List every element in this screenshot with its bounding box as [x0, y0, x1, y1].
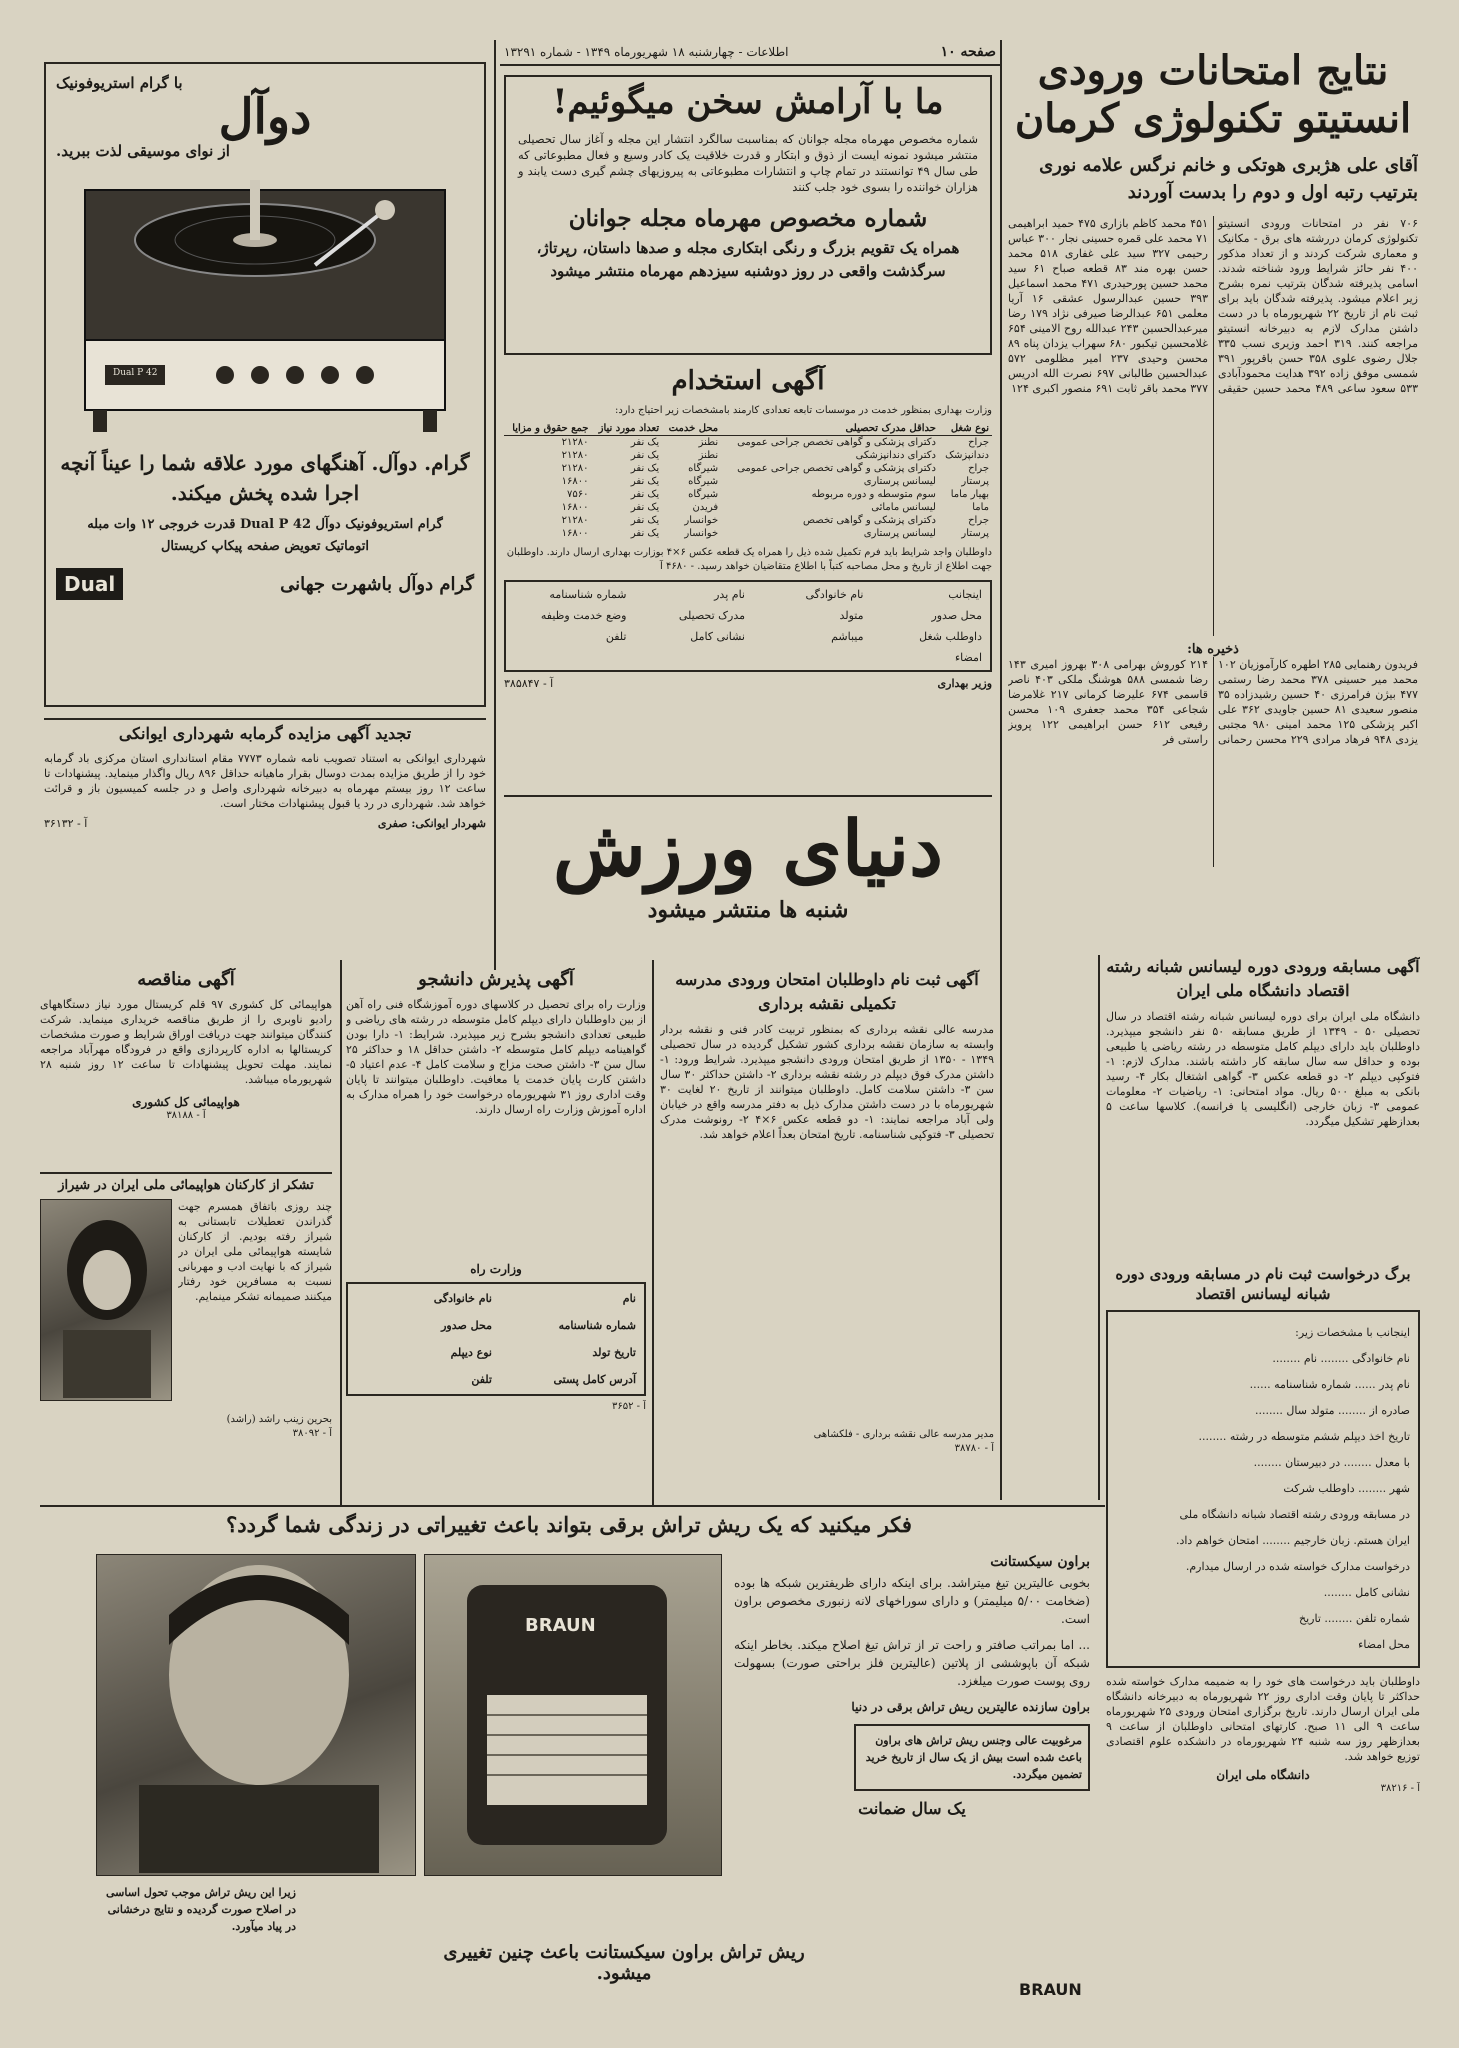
form-line: تاریخ اخذ دیپلم ششم متوسطه در رشته ........ [1198, 1430, 1410, 1443]
man-portrait-icon [99, 1555, 415, 1873]
form-field: نام خانوادگی [805, 587, 864, 601]
sports-ad [504, 795, 992, 955]
thanks-title: تشکر از کارکنان هواپیمائی ملی ایران در شیراز [58, 1178, 314, 1193]
economics-form-title: برگ درخواست ثبت نام در مسابقه ورودی دوره شبانه لیسانس اقتصاد [1115, 1265, 1411, 1303]
table-row: بهیار ماما سوم متوسطه و دوره مربوطه شیرگاه یک نفر ۷۵۶۰ [566, 488, 989, 500]
employment-code: آ - ۳۸۵۸۴۷ [504, 676, 554, 690]
dual-footer [56, 568, 474, 600]
braun-copy-column [734, 1554, 1090, 1994]
form-field: محل صدور [931, 608, 982, 622]
braun-headline: فکر میکنید که یک ریش تراش برقی بتواند باعث تغییراتی در زندگی شما گردد؟ [226, 1512, 912, 1537]
form-line: در مسابقه ورودی رشته اقتصاد شبانه دانشگاه ملی [1179, 1508, 1410, 1521]
form-line: شهر ........ داوطلب شرکت [1283, 1482, 1410, 1495]
economics-signature: دانشگاه ملی ایران [1216, 1768, 1310, 1782]
braun-ad [44, 1512, 1094, 2004]
economics-ad [1106, 955, 1420, 2005]
form-line: با معدل ........ در دبیرستان ........ [1253, 1456, 1410, 1469]
form-line: اینجانب با مشخصات زیر: [1295, 1326, 1410, 1339]
employment-footer [504, 677, 992, 690]
braun-copy-1: بخوبی عالیترین تیغ میتراشد. برای اینکه دارای ظریفترین شبکه ها بوده (ضخامت ۵/۰۰ میلیمتر) و دارای سوراخهای لانه زنبوری مخصوص براون است. [734, 1576, 1090, 1626]
economics-title: آگهی مسابقه ورودی دوره لیسانس شبانه رشته اقتصاد دانشگاه ملی ایران [1106, 957, 1420, 1000]
economics-footer: داوطلبان باید درخواست های خود را به ضمیمه مدارک خواسته شده حداکثر تا پایان وقت اداری روز ۲۲ شهریورماه به دبیرخانه دانشگاه ملی ایران ارسال دارند. تاریخ برگزاری امتحان ورودی ۲۵ شهریورماه ساعت ۹ الی ۱۱ صبح. کارتهای امتحانی داوطلبان از ساعت ۹ بعدازظهر روز سه شنبه ۲۴ شهریورماه در دانشکده علوم اقتصادی توزیع خواهد شد. [1106, 1675, 1420, 1763]
admission-title: آگهی پذیرش دانشجو [418, 969, 574, 990]
form-field: میباشم [831, 629, 864, 643]
thanks-ad [40, 1172, 332, 1502]
employment-note: داوطلبان واجد شرایط باید فرم تکمیل شده ذیل را همراه یک قطعه عکس ۶×۴ بوزارت بهداری ارسال دارند. داوطلبان جهت اطلاع از تاریخ و محل مصاحبه کتباً با اطلاع متقاضیان خواهد رسید. - ۴۶۸۰ آ [506, 546, 992, 572]
auction-body: شهرداری ایوانکی به استناد تصویب نامه شماره ۷۷۷۳ مقام استانداری استان مرکزی باد گرمابه خود را از طریق مزایده بمدت دوسال بقرار ماهیانه حداقل ۸۹۶ ریال واگذار مینماید. پیشنهادات تا ساعت ۱۲ روز بیستم مهرماه به دبیرخانه شهرداری واصل و در جلسه کمیسیون باز و قرائت خواهد شد. شهرداری در رد یا قبول پیشنهادات مختار است. [44, 751, 486, 810]
economics-form [1106, 1310, 1420, 1668]
cartography-signature: مدیر مدرسه عالی نقشه برداری - فلکشاهی [813, 1429, 994, 1440]
form-field: نشانی کامل [690, 629, 745, 643]
form-field: شماره شناسنامه [549, 587, 627, 601]
employment-table [504, 422, 992, 540]
col-header: محل خدمت [662, 422, 721, 436]
turntable-illustration [75, 170, 455, 440]
economics-body: دانشگاه ملی ایران برای دوره لیسانس شبانه رشته اقتصاد در سال تحصیلی ۵۰ - ۱۳۴۹ از طریق مسابقه ۵۰ نفر دانشجو میپذیرد. داوطلبان باید دارای دیپلم کامل متوسطه در رشته ریاضی یا طبیعی بوده و حداقل سه سال سابقه کار داشته باشند. مدارک لازم: ۱- فتوکپی دیپلم ۲- دو قطعه عکس ۳- گواهی اشتغال بکار ۴- رسید بانکی به مبلغ ۵۰۰ ریال. مواد امتحانی: ۱- ریاضیات ۲- معلومات عمومی ۳- زبان خارجی (انگلیسی یا فرانسه). کلاسها ساعت ۵ بعدازظهر تشکیل میگردد. [1106, 1010, 1420, 1128]
form-field: نام خانوادگی [433, 1292, 492, 1306]
form-field: تلفن [605, 629, 627, 643]
dual-bottom: گرام دوآل باشهرت جهانی [280, 573, 474, 595]
youth-headline: شماره مخصوص مهرماه مجله جوانان [568, 204, 928, 232]
woman-portrait-icon [43, 1200, 171, 1398]
reserve-label: ذخیره ها: [1187, 642, 1239, 657]
dual-logo: Dual [56, 568, 123, 600]
cartography-title: آگهی ثبت نام داوطلبان امتحان ورودی مدرسه تکمیلی نقشه برداری [675, 970, 979, 1013]
cartography-body: مدرسه عالی نقشه برداری که بمنظور تربیت کادر فنی و نقشه بردار وابسته به سازمان نقشه برداری کشور تشکیل گردیده در سال تحصیلی ۱۳۴۹ - ۱۳۵۰ از طریق امتحان ورودی دانشجو میپذیرد. شرایط ورود: ۱- داشتن مدرک فوق دیپلم در رشته نقشه برداری ۲- داشتن حداکثر ۳۰ سال سن ۳- داشتن سلامت کامل. داوطلبان میتوانند از تاریخ ۲۰ لغایت ۳۰ شهریورماه با در دست داشتن مدارک ذیل به دفتر مدرسه واقع در خیابان ولی آباد مراجعه نمایند: ۱- دو قطعه عکس ۶×۴ ۲- رونوشت مدرک تحصیلی ۳- فتوکپی شناسنامه. تاریخ امتحان بعداً اعلام خواهد شد. [660, 1023, 994, 1141]
table-row: جراح دکترای پزشکی و گواهی تخصص جراحی عمومی شیرگاه یک نفر ۲۱۲۸۰ [561, 462, 989, 474]
braun-warranty: یک سال ضمانت [858, 1799, 966, 1818]
braun-maker: براون سازنده عالیترین ریش تراش برقی در دنیا [851, 1700, 1090, 1714]
form-field: متولد [839, 608, 864, 622]
form-field: نوع دیپلم [450, 1346, 492, 1360]
admission-code: آ - ۳۶۵۲ [612, 1401, 646, 1413]
auction-footer [44, 817, 486, 830]
form-line: نام پدر ...... شماره شناسنامه ...... [1249, 1378, 1410, 1391]
economics-code: آ - ۳۸۲۱۶ [1380, 1783, 1420, 1794]
admission-signature: وزارت راه [470, 1262, 522, 1277]
form-field: مدرک تحصیلی [678, 608, 745, 622]
form-field: وضع خدمت وظیفه [540, 608, 627, 622]
student-admission-ad [346, 968, 646, 1498]
auction-code: آ - ۳۶۱۳۲ [44, 816, 88, 830]
form-field: نام [622, 1292, 636, 1306]
youth-title: ما با آرامش سخن میگوئیم! [552, 82, 944, 122]
shaver-photo [424, 1554, 722, 1876]
table-row: جراح دکترای پزشکی و گواهی تخصص خوانسار یک نفر ۲۱۲۸۰ [561, 514, 989, 526]
table-row: ماما لیسانس مامائی فریدن یک نفر ۱۶۸۰۰ [561, 501, 989, 513]
form-field: شماره شناسنامه [558, 1319, 636, 1333]
auction-signature: شهردار ایوانکی: صفری [377, 816, 486, 830]
form-field: آدرس کامل پستی [553, 1373, 636, 1387]
sports-title: دنیای ورزش [553, 804, 943, 893]
form-field: نام پدر [714, 587, 745, 601]
employment-title: آگهی استخدام [671, 366, 825, 396]
tender-code: آ - ۳۸۱۸۸ [166, 1110, 206, 1122]
form-line: نام خانوادگی ........ نام ........ [1272, 1352, 1410, 1365]
braun-logo: BRAUN [1019, 1980, 1082, 1999]
thanks-signature: بحرین زینب راشد (راشد) [226, 1414, 332, 1425]
dual-top: با گرام استریوفونیک [56, 74, 183, 92]
table-row: دندانپزشک دکترای دندانپزشکی نطنز یک نفر ۲۱۲۸۰ [561, 449, 989, 461]
form-field: امضاء [954, 650, 982, 664]
kerman-subtitle: آقای علی هژبری هوتکی و خانم نرگس علامه نوری بترتیب رتبه اول و دوم را بدست آوردند [1039, 155, 1418, 203]
form-field: محل صدور [441, 1319, 492, 1333]
table-row: جراح دکترای پزشکی و گواهی تخصص جراحی عمومی نطنز یک نفر ۲۱۲۸۰ [561, 436, 989, 448]
thanks-code: آ - ۳۸۰۹۲ [292, 1428, 332, 1439]
braun-popularity: مرغوبیت عالی وجنس ریش تراش های براون باعث شده است بیش از یک سال از تاریخ خرید تضمین میگردد. [854, 1724, 1090, 1791]
employment-intro: وزارت بهداری بمنظور خدمت در موسسات تابعه تعدادی کارمند بامشخصات زیر احتیاج دارد: [614, 404, 992, 416]
employment-ad [504, 365, 992, 785]
table-row: پرستار لیسانس پرستاری خوانسار یک نفر ۱۶۸۰۰ [561, 527, 989, 539]
youth-details: همراه یک تقویم بزرگ و رنگی ابتکاری مجله و صدها داستان، رپرتاژ، سرگذشت واقعی در روز دوشنبه سیزدهم مهرماه منتشر میشود [536, 239, 960, 281]
form-line: محل امضاء [1358, 1638, 1410, 1651]
dual-slogan: از نوای موسیقی لذت ببرید. [56, 142, 230, 161]
sports-tagline: شنبه ها منتشر میشود [647, 896, 849, 923]
form-field: اینجانب [948, 587, 982, 601]
braun-copy-2: ... اما بمراتب صافتر و راحت تر از تراش تیغ اصلاح میکند. بخاطر اینکه شبکه آن باپوششی از پلاتین (عالیترین فلز براحتی صورت) بسهولت روی پوست صورت میلغزد. [734, 1638, 1090, 1688]
kerman-notice [1004, 880, 1094, 910]
tender-body: هواپیمائی کل کشوری ۹۷ قلم کریستال مورد نیاز دستگاههای رادیو ناوبری را از طریق مناقصه خریداری مینماید. شرکت کنندگان میتوانند جهت دریافت اوراق شرایط و صورت مشخصات کریستالها به اداره کارپردازی واقع در فرودگاه مهرآباد مراجعه نمایند. مهلت تحویل پیشنهادات تا ساعت ۱۲ روز شنبه ۲۸ شهریورماه میباشد. [40, 998, 332, 1087]
form-line: شماره تلفن ........ تاریخ [1299, 1612, 1410, 1625]
cartography-code: آ - ۳۸۷۸۰ [954, 1443, 994, 1454]
form-field: داوطلب شغل [919, 629, 982, 643]
admission-body: وزارت راه برای تحصیل در کلاسهای دوره آموزشگاه فنی راه آهن از بین داوطلبان دارای دیپلم کامل متوسطه در رشته های ریاضی و طبیعی تعدادی دانشجو بشرح زیر میپذیرد. شرایط: ۱- دارا بودن گواهینامه دیپلم کامل متوسطه ۲- داشتن حداقل ۱۸ و حداکثر ۲۵ سال سن ۳- داشتن صحت مزاج و سلامت کامل ۴- عدم اعتیاد ۵- داشتن کارت پایان خدمت یا معافیت. داوطلبان میتوانند تا پایان وقت اداری روز ۳۱ شهریورماه درخواست خود را همراه مدارک به اداره آموزش وزارت راه ارسال دارند. [346, 998, 646, 1117]
employment-signature: وزیر بهداری [937, 676, 992, 690]
braun-product-name: براون سیکستانت [990, 1554, 1090, 1570]
dual-middle: گرام. دوآل. آهنگهای مورد علاقه شما را عیناً آنچه اجرا شده پخش میکند. [60, 451, 470, 506]
braun-photo-caption: زیرا این ریش تراش موجب تحول اساسی در اصلاح صورت گردیده و نتایج درخشانی در پیاد میآورد. [105, 1886, 296, 1933]
braun-bottom: ریش تراش براون سیکستانت باعث چنین تغییری میشود. [443, 1942, 805, 1984]
reserve-body: فریدون رهنمایی ۲۸۵ اطهره کارآموزیان ۱۰۲ محمد میر حسینی ۳۷۸ محمد رضا رستمی ۴۷۷ بیژن فرامرزی ۴۰ حسین رشیدزاده ۳۵ منصور سعیدی ۸۱ حسین جاویدی ۳۶۲ علی اکبر پزشکی ۱۲۵ محمد امینی ۹۸۰ مجتبی یزدی ۹۴۸ فرهاد مرادی ۲۲۹ محسن رحمانی ۲۱۴ کوروش بهرامی ۳۰۸ بهروز امیری ۱۴۳ رضا شمسی ۵۸۸ هوشنگ ملکی ۴۰۳ ناصر قاسمی ۶۷۴ علیرضا کرمانی ۲۱۷ غلامرضا شجاعی ۳۵۴ محمد جعفری ۱۰۹ محسن رفیعی ۶۱۲ حسن ابراهیمی ۱۲۲ پرویز راستی فر [1008, 658, 1418, 746]
kerman-results [1008, 50, 1418, 950]
employment-form [504, 580, 992, 672]
col-header: نوع شغل [939, 422, 992, 436]
masthead [500, 40, 1000, 66]
tender-signature: هواپیمائی کل کشوری [132, 1095, 240, 1110]
man-photo [96, 1554, 416, 1876]
youth-body: شماره مخصوص مهرماه مجله جوانان که بمناسبت سالگرد انتشار این مجله و آغاز سال تحصیلی منتشر میشود نمونه ایست از ذوق و ابتکار و قدرت خلاقیت یک کادر وسیع و فعال مطبوعاتی که طی سال ۴۹ توانستند در تمام چاپ و انتشارات مطبوعاتی به پیروزیهای چشم گیری دست یابند و هزاران خواننده را بسوی خود جلب کنند [518, 131, 979, 194]
form-line: درخواست مدارک خواسته شده در ارسال میدارم. [1185, 1560, 1410, 1573]
dual-specs: گرام استریوفونیک دوآل Dual P 42 قدرت خروجی ۱۲ وات مبله اتوماتیک تعویض صفحه پیکاپ کریستال [87, 517, 443, 555]
turntable-icon [75, 170, 455, 440]
publication-line: اطلاعات - چهارشنبه ۱۸ شهریورماه ۱۳۴۹ - شماره ۱۳۲۹۱ [504, 45, 789, 59]
thanks-body: چند روزی باتفاق همسرم جهت گذراندن تعطیلات تابستانی به شیراز رفته بودیم. از کارکنان شایسته هواپیمائی ملی ایران در شیراز که با نهایت ادب و مهربانی نسبت به مسافرین خود رفتار میکنند صمیمانه تشکر مینمایم. [178, 1200, 332, 1303]
kerman-body: ۷۰۶ نفر در امتحانات ورودی انستیتو تکنولوژی کرمان دررشته های برق - مکانیک و معماری شرکت کردند و از تعداد مذکور ۴۰۰ نفر حائز شرایط ورود شناخته شدند. اسامی پذیرفته شدگان بترتیب نمره بشرح زیر اعلام میشود. پذیرفته شدگان باید برای ثبت نام از تاریخ ۲۲ شهریورماه با در دست داشتن مدارک لازم به دبیرخانه انستیتو مراجعه کنند. ۳۱۹ احمد وزیری نسب ۳۳۵ جلال رضوی علوی ۳۵۸ حسن باقرپور ۳۹۱ شمسی موفق زاده ۳۹۲ هدایت محمودآبادی ۵۳۳ سعود ساعی ۴۸۹ محمد حسین حقیقی ۴۵۱ محمد کاظم بازاری ۴۷۵ حمید ابراهیمی ۷۱ محمد علی قمره حسینی نجار ۳۰۰ عباس رحیمی ۳۲۷ سید علی غفاری ۵۱۸ محمد حسن بهره مند ۸۳ قطعه صباح ۶۱ سید محمد حسین پورحیدری ۴۷۱ محمد اسماعیل ۳۹۳ حسین عبدالرسول عشقی ۱۶ آریا معلمی ۶۵۱ عبدالرضا صیرفی نژاد ۱۷۹ رضا میرعبدالحسین ۲۴۳ عبدالله روح الامینی ۶۵۴ غلامحسین تیکبور ۶۸۰ سهراب یزدان پناه ۸۹ محسن وحیدی ۲۳۷ امیر مظلومی ۵۷۲ عبدالحسین طالبانی ۶۹۷ نصرت الله ادریس ۳۷۷ محمد باقر ثابت ۶۹۱ منصور اکبری ۱۲۴ [1008, 217, 1418, 395]
kerman-title-1: نتایج امتحانات ورودی [1037, 50, 1389, 94]
form-line: صادره از ........ متولد سال ........ [1254, 1404, 1410, 1417]
form-line: ایران هستم. زبان خارجیم ........ امتحان خواهم داد. [1175, 1534, 1410, 1547]
dual-panel-label: Dual P 42 [113, 368, 158, 379]
auction-title: تجدید آگهی مزایده گرمابه شهرداری ایوانکی [118, 724, 412, 743]
portrait-photo [40, 1199, 172, 1401]
youth-magazine-ad [504, 75, 992, 355]
form-field: تلفن [471, 1373, 492, 1387]
admission-form [346, 1282, 646, 1396]
kerman-title-2: انستیتو تکنولوژی کرمان [1014, 95, 1412, 142]
col-header: جمع حقوق و مزایا [504, 422, 591, 436]
form-field: تاریخ تولد [592, 1346, 636, 1360]
shaver-brand-label: BRAUN [525, 1615, 596, 1636]
page-number: صفحه ۱۰ [940, 44, 996, 60]
form-line: نشانی کامل ........ [1323, 1586, 1410, 1599]
col-header: تعداد مورد نیاز [591, 422, 662, 436]
dual-ad [44, 62, 486, 707]
electric-shaver-icon [427, 1555, 721, 1873]
cartography-ad [660, 968, 994, 1498]
dual-brand: دوآل [218, 89, 312, 145]
table-row: پرستار لیسانس پرستاری شیرگاه یک نفر ۱۶۸۰۰ [561, 475, 989, 487]
auction-ad [44, 718, 486, 950]
tender-title: آگهی مناقصه [137, 969, 235, 990]
col-header: حداقل مدرک تحصیلی [721, 422, 939, 436]
